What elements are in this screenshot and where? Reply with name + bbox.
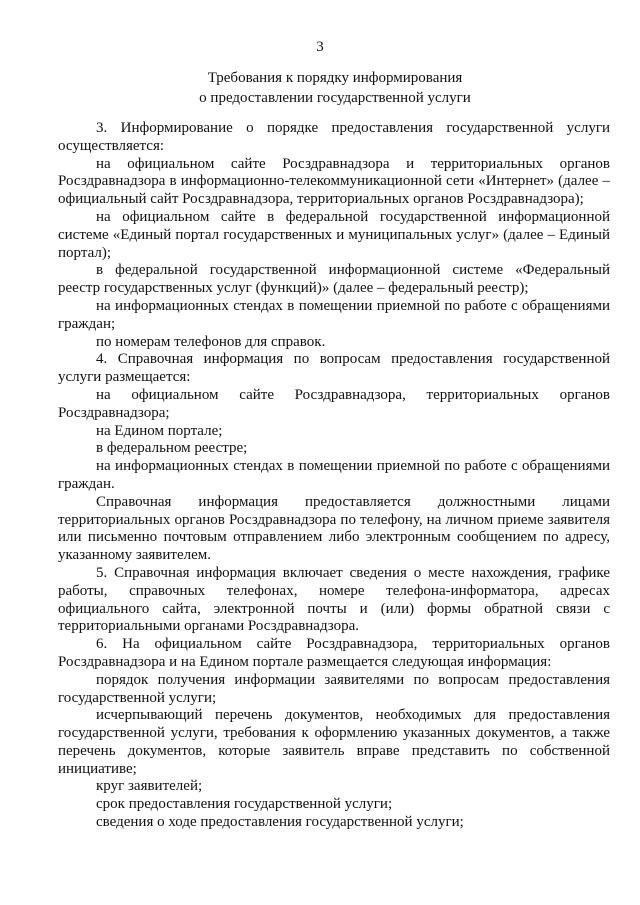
paragraph: на информационных стендах в помещении приемной по работе с обращениями граждан; xyxy=(58,297,610,332)
document-body xyxy=(58,120,610,832)
paragraph: Справочная информация предоставляется должностными лицами территориальных органов Росздравнадзора по телефону, на личном приеме заявителя или письменно почтовым отправлением либо электронным сообщением по адресу, указанному заявителем. xyxy=(58,493,610,564)
section-title xyxy=(58,68,612,108)
paragraph-6-intro: 6. На официальном сайте Росздравнадзора, территориальных органов Росздравнадзора и на Едином портале размещается следующая информация: xyxy=(58,636,610,670)
paragraph: порядок получения информации заявителями по вопросам предоставления государственной услуги; xyxy=(58,671,610,706)
paragraph: по номерам телефонов для справок. xyxy=(96,333,326,350)
paragraph-5: 5. Справочная информация включает сведения о месте нахождения, графике работы, справочных телефонах, номере телефона-информатора, адресах официального сайта, электронной почты и (или) формы обратной связи с территориальными органами Росздравнадзора. xyxy=(58,564,610,635)
paragraph: в федеральной государственной информационной системе «Федеральный реестр государственных услуг (функций)» (далее – федеральный реестр); xyxy=(58,262,610,297)
paragraph: на официальном сайте Росздравнадзора и территориальных органов Росздравнадзора в информационно-телекоммуникационной сети «Интернет» (далее – официальный сайт Росздравнадзора, территориальных органов Росздравнадзора); xyxy=(58,155,610,208)
section-title-line-1: Требования к порядку информирования xyxy=(207,70,463,86)
paragraph-4-intro: 4. Справочная информация по вопросам предоставления государственной услуги размещается: xyxy=(58,351,610,386)
page-number: 3 xyxy=(316,39,324,55)
paragraph: круг заявителей; xyxy=(96,778,203,795)
paragraph: на информационных стендах в помещении приемной по работе с обращениями граждан. xyxy=(58,458,610,492)
paragraph: на Едином портале; xyxy=(96,422,223,439)
section-title-line-2: о предоставлении государственной услуги xyxy=(199,90,471,106)
paragraph: в федеральном реестре; xyxy=(96,440,248,457)
paragraph: срок предоставления государственной услуги; xyxy=(96,796,393,813)
paragraph: исчерпывающий перечень документов, необходимых для предоставления государственной услуги, требования к оформлению указанных документов, а также перечень документов, которые заявитель вправе представить по собственной инициативе; xyxy=(58,707,610,777)
paragraph-3-intro: 3. Информирование о порядке предоставления государственной услуги осуществляется: xyxy=(58,120,610,154)
paragraph: сведения о ходе предоставления государственной услуги; xyxy=(96,814,464,831)
paragraph: на официальном сайте Росздравнадзора, территориальных органов Росздравнадзора; xyxy=(58,386,610,421)
paragraph: на официальном сайте в федеральной государственной информационной системе «Единый портал государственных и муниципальных услуг» (далее – Единый портал); xyxy=(58,208,610,261)
